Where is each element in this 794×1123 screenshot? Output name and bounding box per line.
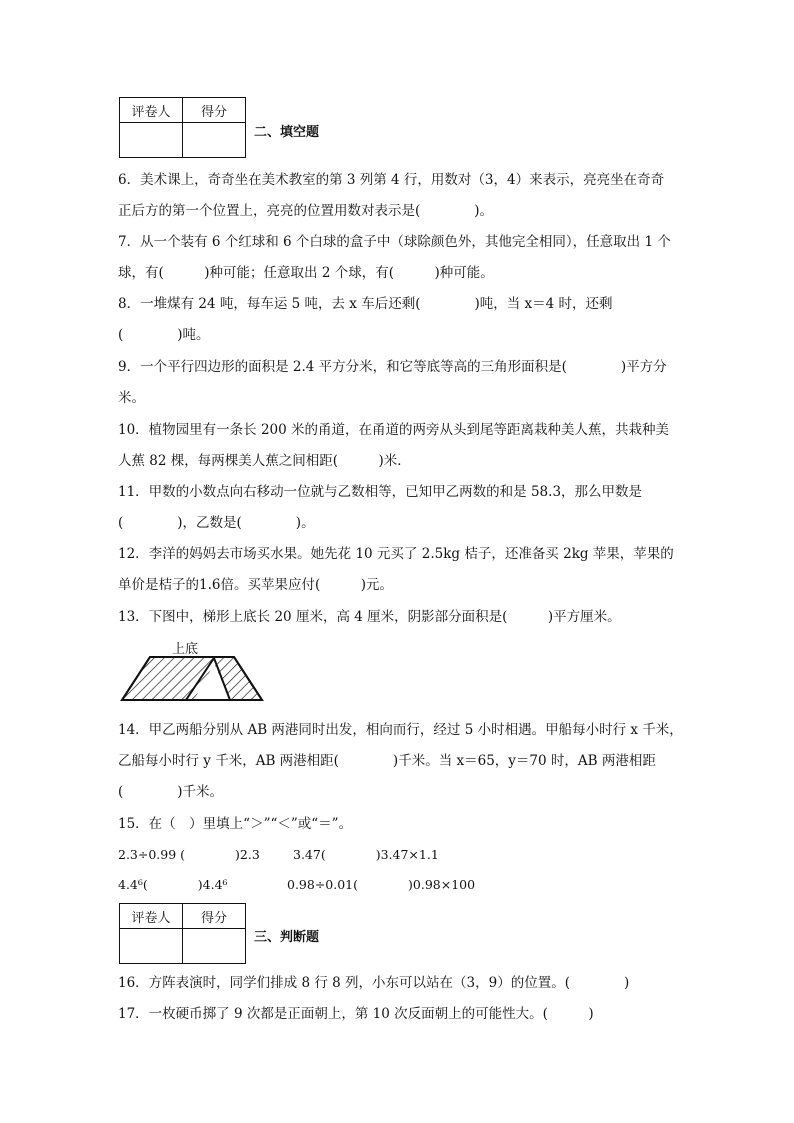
score-box-1 — [119, 97, 246, 158]
score-cell[interactable] — [183, 123, 246, 158]
score-header: 得分 — [183, 904, 246, 929]
score-cell[interactable] — [183, 929, 246, 964]
q12-line2: 单价是桔子的1.6倍。买苹果应付( )元。 — [118, 577, 394, 593]
score-box-2 — [119, 903, 246, 964]
q17-line1: 17．一枚硬币掷了 9 次都是正面朝上，第 10 次反面朝上的可能性大。( ) — [118, 1006, 594, 1022]
q14-line1: 14．甲乙两船分别从 AB 两港同时出发，相向而行，经过 5 小时相遇。甲船每小时行 x 千米， — [118, 722, 683, 738]
grader-header: 评卷人 — [120, 904, 183, 929]
q8-line1: 8．一堆煤有 24 吨，每车运 5 吨，去 x 车后还剩( )吨，当 x＝4 时，还剩 — [118, 296, 613, 312]
q12-line1: 12．李洋的妈妈去市场买水果。她先花 10 元买了 2.5kg 桔子，还准备买 2kg 苹果，苹果的 — [118, 546, 674, 562]
q7-line2: 球，有( )种可能；任意取出 2 个球，有( )种可能。 — [118, 265, 494, 281]
q9-line1: 9．一个平行四边形的面积是 2.4 平方分米，和它等底等高的三角形面积是( )平方分 — [118, 359, 667, 375]
q6-line2: 正后方的第一个位置上，亮亮的位置用数对表示是( )。 — [118, 203, 494, 219]
figure-label-top-base: 上底 — [172, 642, 199, 657]
grader-header: 评卷人 — [120, 98, 183, 123]
compare-item-1: 2.3÷0.99 ( )2.3 — [118, 847, 260, 862]
q10-line2: 人蕉 82 棵，每两棵美人蕉之间相距( )米． — [118, 453, 411, 469]
q11-line2: ( )，乙数是( )。 — [118, 515, 315, 531]
q7-line1: 7．从一个装有 6 个红球和 6 个白球的盒子中（球除颜色外，其他完全相同），任意取出 1 个 — [118, 234, 671, 250]
q6-line1: 6．美术课上，奇奇坐在美术教室的第 3 列第 4 行，用数对（3，4）来表示，亮亮坐在奇奇 — [118, 172, 665, 188]
trapezoid-figure — [118, 654, 266, 704]
compare-item-4: 0.98÷0.01( )0.98×100 — [287, 877, 476, 892]
q11-line1: 11．甲数的小数点向右移动一位就与乙数相等，已知甲乙两数的和是 58.3，那么甲数是 — [118, 484, 643, 500]
q14-line2: 乙船每小时行 y 千米，AB 两港相距( )千米。当 x＝65，y＝70 时，AB 两港相距 — [118, 753, 656, 769]
q9-line2: 米。 — [118, 390, 145, 406]
q10-line1: 10．植物园里有一条长 200 米的甬道，在甬道的两旁从头到尾等距离栽种美人蕉，共栽种美 — [118, 422, 670, 438]
q15-line1: 15．在（ ）里填上“＞”“＜”或“＝”。 — [118, 816, 353, 832]
grader-cell[interactable] — [120, 929, 183, 964]
q16-line1: 16．方阵表演时，同学们排成 8 行 8 列，小东可以站在（3，9）的位置。( ) — [118, 975, 630, 991]
score-header: 得分 — [183, 98, 246, 123]
grader-cell[interactable] — [120, 123, 183, 158]
section-title-judge: 三、判断题 — [254, 930, 320, 945]
compare-item-3: 4.4⁶( )4.4⁶ — [118, 877, 228, 892]
section-title-fill: 二、填空题 — [254, 125, 320, 140]
q13-line1: 13．下图中，梯形上底长 20 厘米，高 4 厘米，阴影部分面积是( )平方厘米。 — [118, 609, 621, 625]
q8-line2: ( )吨。 — [118, 327, 210, 343]
q14-line3: ( )千米。 — [118, 784, 224, 800]
compare-item-2: 3.47( )3.47×1.1 — [293, 847, 439, 862]
